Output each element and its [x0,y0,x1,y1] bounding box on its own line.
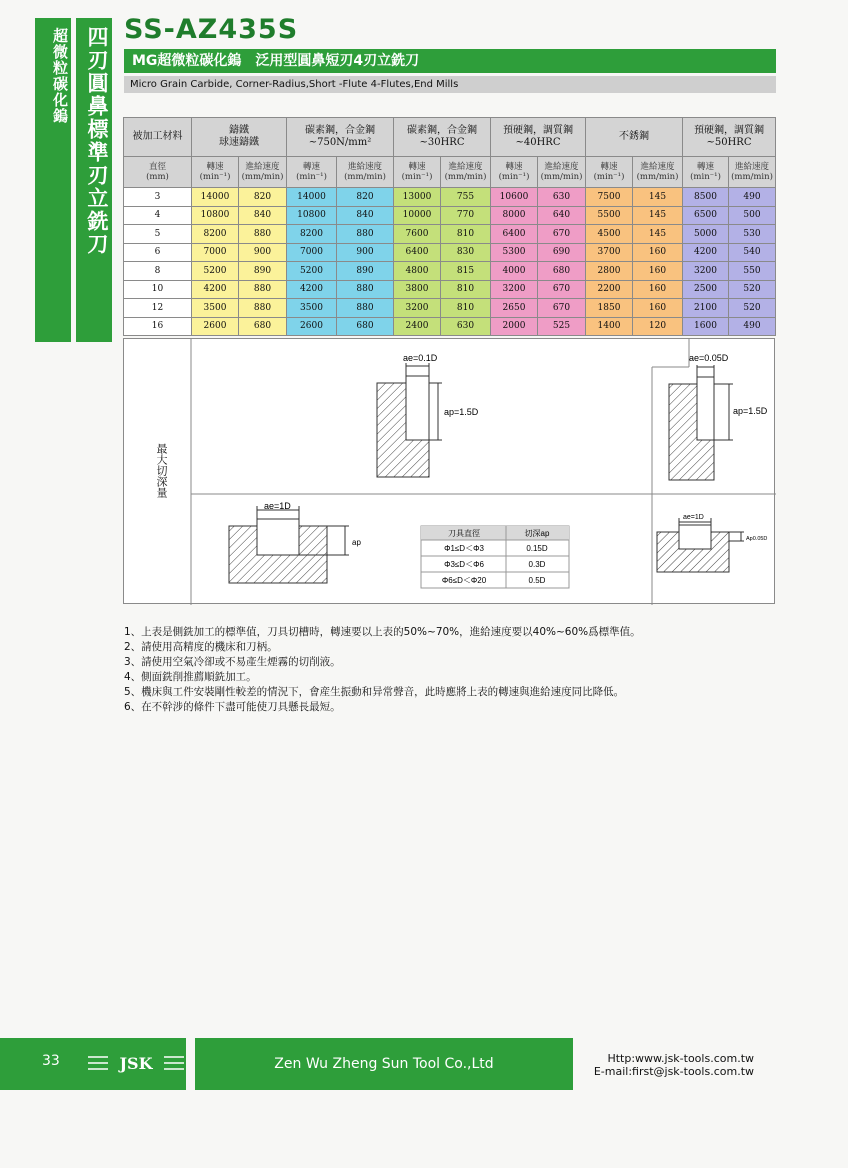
feed-cell: 810 [441,299,491,318]
speed-cell: 3500 [192,299,239,318]
speed-cell: 7000 [287,243,337,262]
side-product-bar [76,18,112,342]
corner-header: 被加工材料 [124,118,192,157]
feed-cell: 820 [239,188,287,207]
feed-cell: 880 [337,225,394,244]
feed-cell: 530 [729,225,776,244]
page-number: 33 [42,1053,60,1069]
note-item: 5、機床與工件安裝剛性較差的情況下，會産生振動和异常聲音，此時應將上表的轉速與進給速度同比降低。 [124,686,625,698]
depth-table-header-dia: 刀具直徑 [448,529,480,538]
feed-cell: 550 [729,262,776,281]
speed-cell: 7500 [586,188,633,207]
max-depth-label: 最大切深量 [155,443,168,498]
speed-cell: 3800 [394,280,441,299]
feed-cell: 820 [337,188,394,207]
speed-cell: 3500 [287,299,337,318]
diameter-cell: 4 [124,206,192,225]
side-ae-label: ae=0.1D [403,353,438,363]
max-depth-diagram-box [123,338,775,604]
material-header: 預硬鋼，調質鋼 ~50HRC [683,118,776,157]
diameter-cell: 8 [124,262,192,281]
subtitle-bar: Micro Grain Carbide, Corner-Radius,Short -Flute 4-Flutes,End Mills [124,76,776,93]
speed-header: 轉速 (min⁻¹) [683,157,729,188]
speed-cell: 4200 [192,280,239,299]
feed-header: 進給速度 (mm/min) [337,157,394,188]
speed-cell: 1850 [586,299,633,318]
feed-cell: 540 [729,243,776,262]
speed-cell: 10000 [394,206,441,225]
slot-milling-small-diagram [657,514,767,572]
feed-cell: 880 [239,225,287,244]
speed-header: 轉速 (min⁻¹) [491,157,538,188]
email-text: E-mail:first@jsk-tools.com.tw [593,1065,754,1078]
feed-cell: 900 [239,243,287,262]
feed-cell: 810 [441,280,491,299]
speed-cell: 5200 [192,262,239,281]
jsk-logo [88,1050,186,1076]
note-item: 3、請使用空氣冷卻或不易產生煙霧的切削液。 [124,656,341,668]
speed-cell: 7000 [192,243,239,262]
feed-cell: 680 [239,317,287,336]
table-row [124,206,776,225]
feed-cell: 145 [633,206,683,225]
speed-cell: 8500 [683,188,729,207]
speed-cell: 1600 [683,317,729,336]
speed-header: 轉速 (min⁻¹) [586,157,633,188]
diameter-cell: 10 [124,280,192,299]
material-header: 預硬鋼，調質鋼 ~40HRC [491,118,586,157]
feed-cell: 630 [441,317,491,336]
speed-header: 轉速 (min⁻¹) [287,157,337,188]
side-ae-right-label: ae=0.05D [689,353,729,363]
feed-cell: 880 [239,280,287,299]
speed-cell: 2600 [287,317,337,336]
feed-header: 進給速度 (mm/min) [239,157,287,188]
speed-cell: 14000 [192,188,239,207]
note-item: 2、請使用高精度的機床和刀柄。 [124,641,278,653]
table-row [124,188,776,207]
depth-table-cell: Φ1≤D＜Φ3 [444,544,484,553]
speed-cell: 3700 [586,243,633,262]
feed-cell: 680 [538,262,586,281]
feed-cell: 520 [729,299,776,318]
side-ap-label: ap=1.5D [444,407,479,417]
speed-header: 轉速 (min⁻¹) [192,157,239,188]
feed-cell: 880 [337,299,394,318]
side-ap-right-label: ap=1.5D [733,406,768,416]
speed-cell: 13000 [394,188,441,207]
diameter-cell: 5 [124,225,192,244]
speed-cell: 5500 [586,206,633,225]
speed-cell: 8200 [192,225,239,244]
diameter-cell: 3 [124,188,192,207]
speed-cell: 2650 [491,299,538,318]
speed-cell: 2000 [491,317,538,336]
slot-ap-label: ap [352,538,361,547]
table-row [124,317,776,336]
feed-cell: 830 [441,243,491,262]
speed-cell: 7600 [394,225,441,244]
feed-cell: 880 [337,280,394,299]
feed-cell: 500 [729,206,776,225]
speed-cell: 4800 [394,262,441,281]
feed-cell: 145 [633,225,683,244]
speed-cell: 3200 [491,280,538,299]
speed-cell: 2800 [586,262,633,281]
speed-cell: 1400 [586,317,633,336]
feed-cell: 690 [538,243,586,262]
model-number: SS-AZ435S [124,14,299,45]
company-bar: Zen Wu Zheng Sun Tool Co.,Ltd [195,1038,573,1090]
feed-header: 進給速度 (mm/min) [729,157,776,188]
speed-cell: 2200 [586,280,633,299]
depth-table-cell: 0.5D [528,576,546,585]
table-row [124,280,776,299]
table-row [124,243,776,262]
slot-ae-label: ae=1D [264,501,291,511]
feed-cell: 490 [729,317,776,336]
speed-cell: 10800 [287,206,337,225]
feed-cell: 160 [633,280,683,299]
side-category-label: 超微粒碳化鎢 [51,28,69,124]
speed-cell: 5000 [683,225,729,244]
table-row [124,225,776,244]
svg-text:JSK: JSK [119,1054,153,1073]
depth-table-cell: 0.3D [528,560,546,569]
slot-ae-right-label: ae=1D [683,514,704,521]
feed-header: 進給速度 (mm/min) [441,157,491,188]
speed-cell: 4200 [287,280,337,299]
contact-info [592,1052,754,1078]
speed-cell: 5200 [287,262,337,281]
feed-cell: 880 [239,299,287,318]
diameter-cell: 12 [124,299,192,318]
slot-milling-diagram [229,501,361,583]
speed-header: 轉速 (min⁻¹) [394,157,441,188]
feed-cell: 670 [538,299,586,318]
side-category-bar [35,18,71,342]
speed-cell: 5300 [491,243,538,262]
feed-cell: 525 [538,317,586,336]
diameter-cell: 6 [124,243,192,262]
side-milling-diagram [377,353,479,477]
speed-cell: 6400 [394,243,441,262]
speed-cell: 3200 [394,299,441,318]
speed-cell: 6400 [491,225,538,244]
material-header: 鑄鐵 球速鑄鐵 [192,118,287,157]
note-item: 4、側面銑削推薦順銑加工。 [124,671,257,683]
feed-cell: 160 [633,243,683,262]
speed-cell: 8000 [491,206,538,225]
feed-cell: 145 [633,188,683,207]
feed-cell: 160 [633,299,683,318]
feed-cell: 840 [239,206,287,225]
feed-cell: 670 [538,225,586,244]
table-row [124,262,776,281]
depth-table-cell: Φ3≤D＜Φ6 [444,560,484,569]
feed-cell: 670 [538,280,586,299]
speed-cell: 8200 [287,225,337,244]
feed-cell: 755 [441,188,491,207]
depth-table-cell: Φ6≤D＜Φ20 [441,576,487,585]
slot-ap-right-label: Ap0.05D [746,536,768,542]
feed-cell: 680 [337,317,394,336]
depth-table-header-ap: 切深ap [524,529,550,538]
depth-table-cell: 0.15D [526,544,548,553]
feed-cell: 900 [337,243,394,262]
feed-cell: 810 [441,225,491,244]
cutting-conditions-table [123,117,776,336]
feed-cell: 120 [633,317,683,336]
speed-cell: 14000 [287,188,337,207]
feed-cell: 890 [239,262,287,281]
table-row [124,299,776,318]
feed-cell: 815 [441,262,491,281]
material-header: 碳素鋼，合金鋼 ~30HRC [394,118,491,157]
speed-cell: 4200 [683,243,729,262]
speed-cell: 2400 [394,317,441,336]
diameter-cell: 16 [124,317,192,336]
feed-cell: 160 [633,262,683,281]
speed-cell: 2600 [192,317,239,336]
feed-cell: 640 [538,206,586,225]
depth-diagrams [124,339,776,605]
speed-cell: 2100 [683,299,729,318]
website-text: Http:www.jsk-tools.com.tw [607,1052,754,1065]
speed-cell: 4000 [491,262,538,281]
title-bar: MG超微粒碳化鎢 泛用型圓鼻短刃4刃立銑刀 [124,49,776,73]
side-milling-small-diagram [669,353,768,480]
speed-cell: 10600 [491,188,538,207]
diameter-header: 直徑 (mm) [124,157,192,188]
feed-cell: 490 [729,188,776,207]
feed-cell: 630 [538,188,586,207]
depth-table [421,526,569,588]
feed-cell: 770 [441,206,491,225]
feed-header: 進給速度 (mm/min) [633,157,683,188]
speed-cell: 2500 [683,280,729,299]
material-header: 不銹鋼 [586,118,683,157]
side-product-label: 四刃圓鼻標準刃立銑刀 [85,26,109,256]
feed-cell: 890 [337,262,394,281]
note-item: 1、上表是側銑加工的標準值，刀具切槽時，轉速要以上表的50%~70%，進給速度要以40%~60%爲標準值。 [124,626,641,638]
feed-cell: 520 [729,280,776,299]
speed-cell: 6500 [683,206,729,225]
material-header: 碳素鋼，合金鋼 ~750N/mm² [287,118,394,157]
feed-cell: 840 [337,206,394,225]
speed-cell: 10800 [192,206,239,225]
speed-cell: 3200 [683,262,729,281]
speed-cell: 4500 [586,225,633,244]
feed-header: 進給速度 (mm/min) [538,157,586,188]
usage-notes [124,625,641,715]
note-item: 6、在不幹涉的條件下盡可能使刀具懸長最短。 [124,701,341,713]
